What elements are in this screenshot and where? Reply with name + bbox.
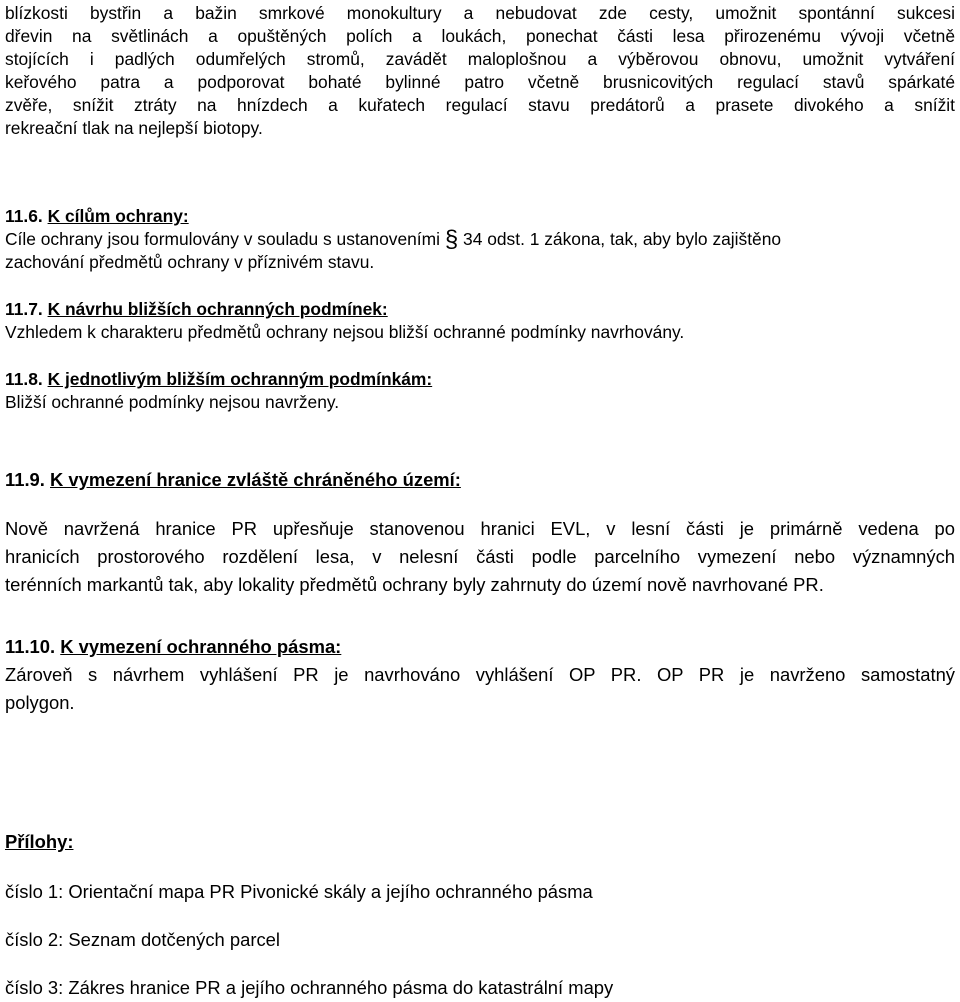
intro-line: dřevin na světlinách a opuštěných polích a loukách, ponechat části lesa přirozenému vývoji včetně <box>5 26 955 46</box>
section-heading <box>5 205 955 228</box>
section-title: K vymezení ochranného pásma: <box>60 636 342 657</box>
section-11-10 <box>5 633 955 717</box>
attachments-section <box>5 828 955 856</box>
intro-line: zvěře, snížit ztráty na hnízdech a kuřatech regulací stavu predátorů a prasete divokého a snížit <box>5 95 955 115</box>
section-heading <box>5 298 955 321</box>
section-text: Vzhledem k charakteru předmětů ochrany nejsou bližší ochranné podmínky navrhovány. <box>5 322 685 342</box>
section-text-part: Cíle ochrany jsou formulovány v souladu s ustanoveními <box>5 229 445 249</box>
section-number: 11.8. <box>5 369 43 389</box>
intro-line: blízkosti bystřin a bažin smrkové monokultury a nebudovat zde cesty, umožnit spontánní sukcesi <box>5 3 955 23</box>
section-text <box>5 228 955 251</box>
section-number: 11.10. <box>5 636 56 657</box>
attachment-item-2: číslo 2: Seznam dotčených parcel <box>5 929 280 950</box>
section-11-9-text <box>5 515 955 599</box>
section-text-line: hranicích prostorového rozdělení lesa, v nelesní části podle parcelního vymezení nebo významných <box>5 546 955 567</box>
section-text-line: terénních markantů tak, aby lokality předmětů ochrany byly zahrnuty do území nově navrhované PR. <box>5 574 824 595</box>
section-heading <box>5 633 955 661</box>
section-title: K cílům ochrany: <box>47 206 189 226</box>
section-heading <box>5 368 955 391</box>
intro-line: rekreační tlak na nejlepší biotopy. <box>5 118 263 138</box>
section-title: K vymezení hranice zvláště chráněného území: <box>50 469 461 490</box>
section-title: K jednotlivým bližším ochranným podmínkám: <box>47 369 433 389</box>
section-11-7 <box>5 298 955 344</box>
attachment-item-3: číslo 3: Zákres hranice PR a jejího ochranného pásma do katastrální mapy <box>5 977 614 998</box>
section-text-part: 34 odst. 1 zákona, tak, aby bylo zajištěno <box>458 229 782 249</box>
intro-line: stojících i padlých odumřelých stromů, zavádět maloplošnou a výběrovou obnovu, umožnit vytváření <box>5 49 955 69</box>
section-heading <box>5 466 955 494</box>
section-text: zachování předmětů ochrany v příznivém stavu. <box>5 252 375 272</box>
section-number: 11.9. <box>5 469 45 490</box>
attachment-item-1: číslo 1: Orientační mapa PR Pivonické skály a jejího ochranného pásma <box>5 881 593 902</box>
section-title: K návrhu bližších ochranných podmínek: <box>47 299 388 319</box>
section-number: 11.7. <box>5 299 43 319</box>
section-11-8 <box>5 368 955 414</box>
section-11-6 <box>5 205 955 274</box>
intro-paragraph <box>5 2 955 140</box>
section-11-9 <box>5 466 955 494</box>
section-text: Bližší ochranné podmínky nejsou navrženy. <box>5 392 340 412</box>
section-text-line: Zároveň s návrhem vyhlášení PR je navrhováno vyhlášení OP PR. OP PR je navrženo samostatný <box>5 664 955 685</box>
intro-line: keřového patra a podporovat bohaté bylinné patro včetně brusnicovitých regulací stavů spárkaté <box>5 72 955 92</box>
attachments-heading-text: Přílohy: <box>5 831 74 852</box>
paragraph-sign: § <box>444 226 459 253</box>
section-text-line: polygon. <box>5 692 75 713</box>
section-text-line: Nově navržená hranice PR upřesňuje stanovenou hranici EVL, v lesní části je primárně vedena po <box>5 518 955 539</box>
attachments-heading <box>5 828 955 856</box>
section-number: 11.6. <box>5 206 43 226</box>
